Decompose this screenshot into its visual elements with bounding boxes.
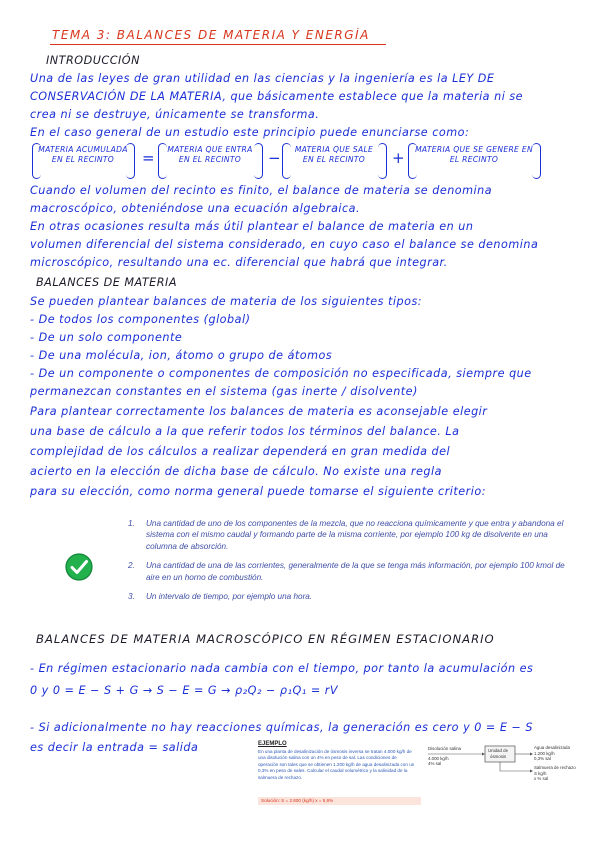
unit-label: ósmosis [490,754,507,759]
criteria-item [128,591,568,602]
criteria-number: 1. [128,519,135,528]
body-line: microscópico, resultando una ec. diferencial que habrá que integrar. [30,256,448,269]
mass-balance-equation [30,141,590,181]
body-line: Para plantear correctamente los balances de materia es aconsejable elegir [30,405,488,418]
intro-line: En el caso general de un estudio este principio puede enunciarse como: [30,126,470,139]
type-item: - De un solo componente [30,331,183,344]
criteria-number: 3. [128,592,135,602]
type-item: - De todos los componentes (global) [30,313,251,326]
body-line: - Si adicionalmente no hay reacciones químicas, la generación es cero y 0 = E − S [30,721,534,734]
brine-composition: x % sal [534,776,549,781]
body-line: macroscópico, obteniéndose una ecuación algebraica. [30,202,361,215]
body-line: para su elección, como norma general puede tomarse el siguiente criterio: [30,485,486,498]
brine-label: Salmuera de rechazo [534,765,576,770]
unit-label: Unidad de [488,748,509,753]
water-label: Agua desalinizada [534,745,570,750]
minus-sign: − [268,149,281,167]
type-item: - De una molécula, ion, átomo o grupo de átomos [30,349,333,362]
body-line: acierto en la elección de dicha base de cálculo. No existe una regla [30,465,442,478]
process-diagram [424,741,588,801]
water-flow: 1.200 kg/h [534,751,555,756]
check-icon [64,552,94,582]
plus-sign: + [392,149,405,167]
term-enters: MATERIA QUE ENTRA EN EL RECINTO [167,145,253,164]
body-line: 0 y 0 = E − S + G → S − E = G → ρ₂Q₂ − ρ₁Q₁ = rV [30,684,339,697]
bracket-right [378,143,387,179]
term-accumulated: MATERIA ACUMULADA EN EL RECINTO [38,145,128,164]
section-intro-heading: INTRODUCCIÓN [46,54,140,67]
criteria-text: Un intervalo de tiempo, por ejemplo una hora. [146,592,313,602]
brine-stream-line [500,762,530,771]
intro-line: Una de las leyes de gran utilidad en las ciencias y la ingeniería es la LEY DE [30,72,495,85]
criteria-text: Una cantidad de uno de los componentes de la mezcla, que no reacciona químicamente y que entra y abandona el sistema con el mismo caudal y formando parte de la misma corriente, por ejemplo 100 kg de disolvente en una columna de absorción. [146,519,564,551]
arrow-icon [482,753,485,756]
feed-label: Disolución salina [428,746,461,751]
water-composition: 0,3% sal [534,756,551,761]
example-statement: En una planta de desalinización de ósmosis inversa se tratan 4.000 kg/h de una disolución salina con un 4% en peso de sal. Las condiciones de operación son tales que se obtienen 1.200 kg/h de agua desalinizada con un 0,3% en peso de sales. Calcular el caudal volumétrico y la salinidad de la salmuera de rechazo. [258,749,415,780]
criteria-list [128,518,568,610]
brine-flow: S kg/h [534,771,547,776]
type-item: permanezcan constantes en el sistema (gas inerte / disolvente) [30,385,418,398]
bracket-right [126,143,135,179]
criteria-text: Una cantidad de una de las corrientes, generalmente de la que se tenga más información, por ejemplo 100 kmol de aire en un horno de combustión. [146,561,565,582]
term-leaves: MATERIA QUE SALE EN EL RECINTO [294,145,374,164]
title-underline [50,44,386,45]
body-line: complejidad de los cálculos a realizar dependerá en gran medida del [30,445,451,458]
body-line: volumen diferencial del sistema considerado, en cuyo caso el balance se denomina [30,238,539,251]
feed-composition: 4% sal [428,761,442,766]
page-title: TEMA 3: BALANCES DE MATERIA Y ENERGÍA [52,28,370,42]
body-line: - En régimen estacionario nada cambia con el tiempo, por tanto la acumulación es [30,662,534,675]
bracket-right [254,143,263,179]
types-intro: Se pueden plantear balances de materia de los siguientes tipos: [30,295,423,308]
body-line: En otras ocasiones resulta más útil plantear el balance de materia en un [30,220,474,233]
section-macro-heading: BALANCES DE MATERIA MACROSCÓPICO EN RÉGIMEN ESTACIONARIO [36,632,495,646]
term-generated: MATERIA QUE SE GENERE EN EL RECINTO [415,145,533,164]
arrow-icon [530,753,533,756]
bracket-right [532,143,541,179]
equals-sign: = [142,149,155,167]
intro-line: CONSERVACIÓN DE LA MATERIA, que básicamente establece que la materia ni se [30,90,524,103]
type-item: - De un componente o componentes de composición no especificada, siempre que [30,367,532,380]
body-line: es decir la entrada = salida [30,741,199,754]
feed-flow: 4.000 kg/h [428,756,449,761]
criteria-item [128,518,568,552]
section-balances-heading: BALANCES DE MATERIA [36,276,177,289]
intro-line: crea ni se destruye, únicamente se transforma. [30,108,320,121]
example-title: EJEMPLO [258,741,287,747]
criteria-item [128,560,568,583]
body-line: una base de cálculo a la que referir todos los términos del balance. La [30,425,460,438]
example-box [258,741,588,821]
example-solution: Solución: S = 2.800 (kg/h) x = 5,6% [258,797,421,805]
arrow-icon [530,770,533,773]
body-line: Cuando el volumen del recinto es finito, el balance de materia se denomina [30,184,493,197]
criteria-number: 2. [128,561,135,571]
